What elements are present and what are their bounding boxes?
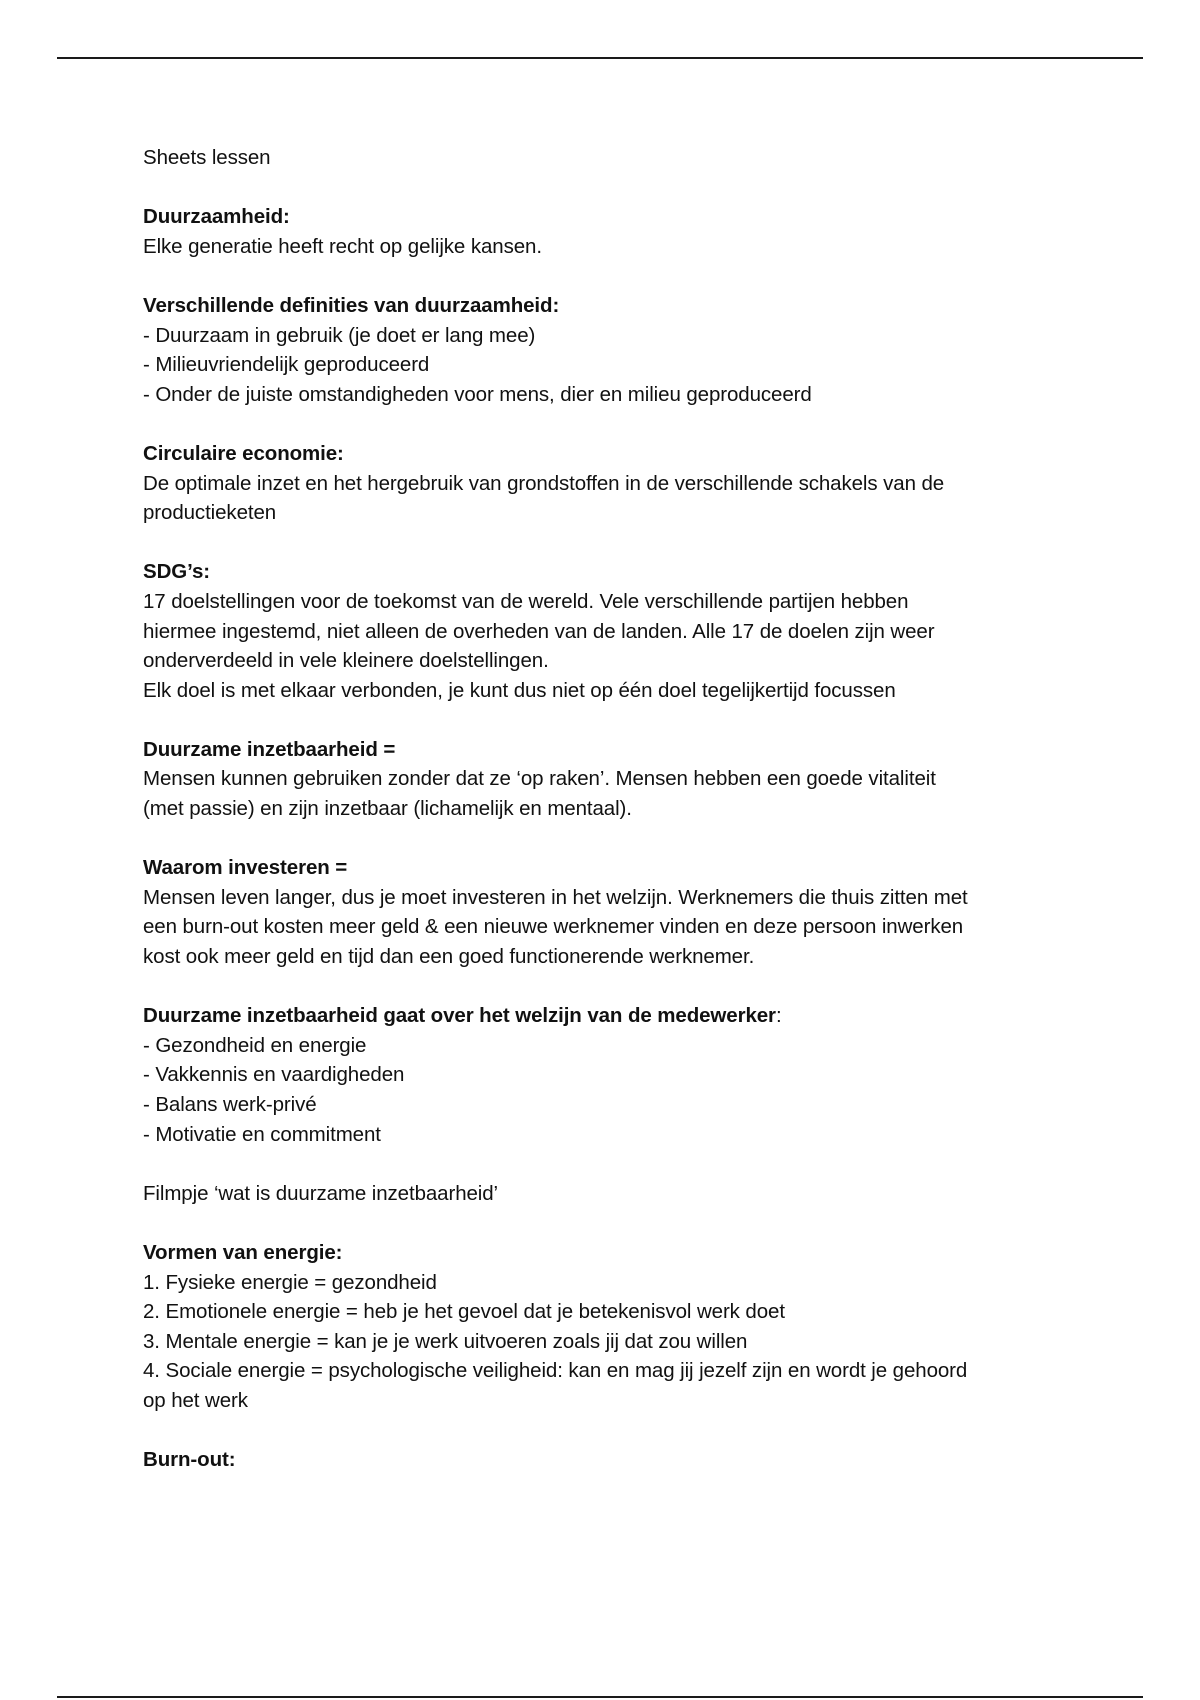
- spacer: [143, 409, 1063, 439]
- paragraph-line: kost ook meer geld en tijd dan een goed functionerende werknemer.: [143, 945, 755, 969]
- list-item: - Onder de juiste omstandigheden voor mens, dier en milieu geproduceerd: [143, 382, 812, 406]
- heading-vormen-van-energie: Vormen van energie:: [143, 1240, 343, 1264]
- heading-waarom-investeren: Waarom investeren =: [143, 856, 348, 880]
- paragraph-line: productieketen: [143, 501, 277, 525]
- list-item: - Duurzaam in gebruik (je doet er lang mee): [143, 323, 536, 347]
- paragraph-line: onderverdeeld in vele kleinere doelstellingen.: [143, 649, 549, 673]
- top-rule: [57, 57, 1143, 59]
- paragraph-line: Mensen leven langer, dus je moet investeren in het welzijn. Werknemers die thuis zitten met: [143, 885, 968, 909]
- numbered-item: 2. Emotionele energie = heb je het gevoel dat je betekenisvol werk doet: [143, 1300, 785, 1324]
- heading-duurzame-inzetbaarheid: Duurzame inzetbaarheid =: [143, 737, 396, 761]
- list-item: - Gezondheid en energie: [143, 1033, 367, 1057]
- list-item: - Balans werk-privé: [143, 1093, 317, 1116]
- heading-welzijn: Duurzame inzetbaarheid gaat over het welzijn van de medewerker: [143, 1004, 776, 1028]
- paragraph-line: De optimale inzet en het hergebruik van grondstoffen in de verschillende schakels van de: [143, 471, 945, 495]
- numbered-item: 1. Fysieke energie = gezondheid: [143, 1270, 437, 1294]
- heading-welzijn-row: [143, 1001, 1063, 1031]
- heading-duurzaamheid: Duurzaamheid:: [143, 205, 290, 229]
- document-title: Sheets lessen: [143, 146, 271, 169]
- filmpje-note: Filmpje ‘wat is duurzame inzetbaarheid’: [143, 1181, 499, 1205]
- paragraph-line: hiermee ingestemd, niet alleen de overheden van de landen. Alle 17 de doelen zijn weer: [143, 619, 935, 643]
- heading-burn-out: Burn-out:: [143, 1448, 236, 1472]
- list-item: - Milieuvriendelijk geproduceerd: [143, 353, 430, 377]
- spacer: [143, 261, 1063, 291]
- spacer: [143, 972, 1063, 1002]
- paragraph-line: een burn-out kosten meer geld & een nieuwe werknemer vinden en deze persoon inwerken: [143, 915, 964, 939]
- paragraph-line: (met passie) en zijn inzetbaar (lichamelijk en mentaal).: [143, 797, 632, 821]
- paragraph-line: 17 doelstellingen voor de toekomst van de wereld. Vele verschillende partijen hebben: [143, 589, 909, 613]
- list-item: - Motivatie en commitment: [143, 1122, 381, 1146]
- bottom-rule: [57, 1696, 1143, 1698]
- heading-sdgs: SDG’s:: [143, 560, 210, 584]
- paragraph-line: Mensen kunnen gebruiken zonder dat ze ‘op raken’. Mensen hebben een goede vitaliteit: [143, 767, 936, 791]
- heading-definities: Verschillende definities van duurzaamheid:: [143, 293, 560, 317]
- spacer: [143, 173, 1063, 203]
- document-body: [143, 143, 1063, 1475]
- spacer: [143, 705, 1063, 735]
- spacer: [143, 1416, 1063, 1446]
- spacer: [143, 1208, 1063, 1238]
- numbered-item: 4. Sociale energie = psychologische veiligheid: kan en mag jij jezelf zijn en wordt je gehoord: [143, 1359, 968, 1383]
- paragraph-line: Elk doel is met elkaar verbonden, je kunt dus niet op één doel tegelijkertijd focussen: [143, 678, 896, 702]
- spacer: [143, 824, 1063, 854]
- numbered-item-continuation: op het werk: [143, 1388, 248, 1412]
- list-item: - Vakkennis en vaardigheden: [143, 1063, 405, 1087]
- heading-welzijn-colon: :: [775, 1004, 782, 1028]
- numbered-item: 3. Mentale energie = kan je je werk uitvoeren zoals jij dat zou willen: [143, 1329, 748, 1353]
- heading-circulaire-economie: Circulaire economie:: [143, 441, 344, 465]
- paragraph-line: Elke generatie heeft recht op gelijke kansen.: [143, 234, 542, 258]
- spacer: [143, 1149, 1063, 1179]
- spacer: [143, 528, 1063, 558]
